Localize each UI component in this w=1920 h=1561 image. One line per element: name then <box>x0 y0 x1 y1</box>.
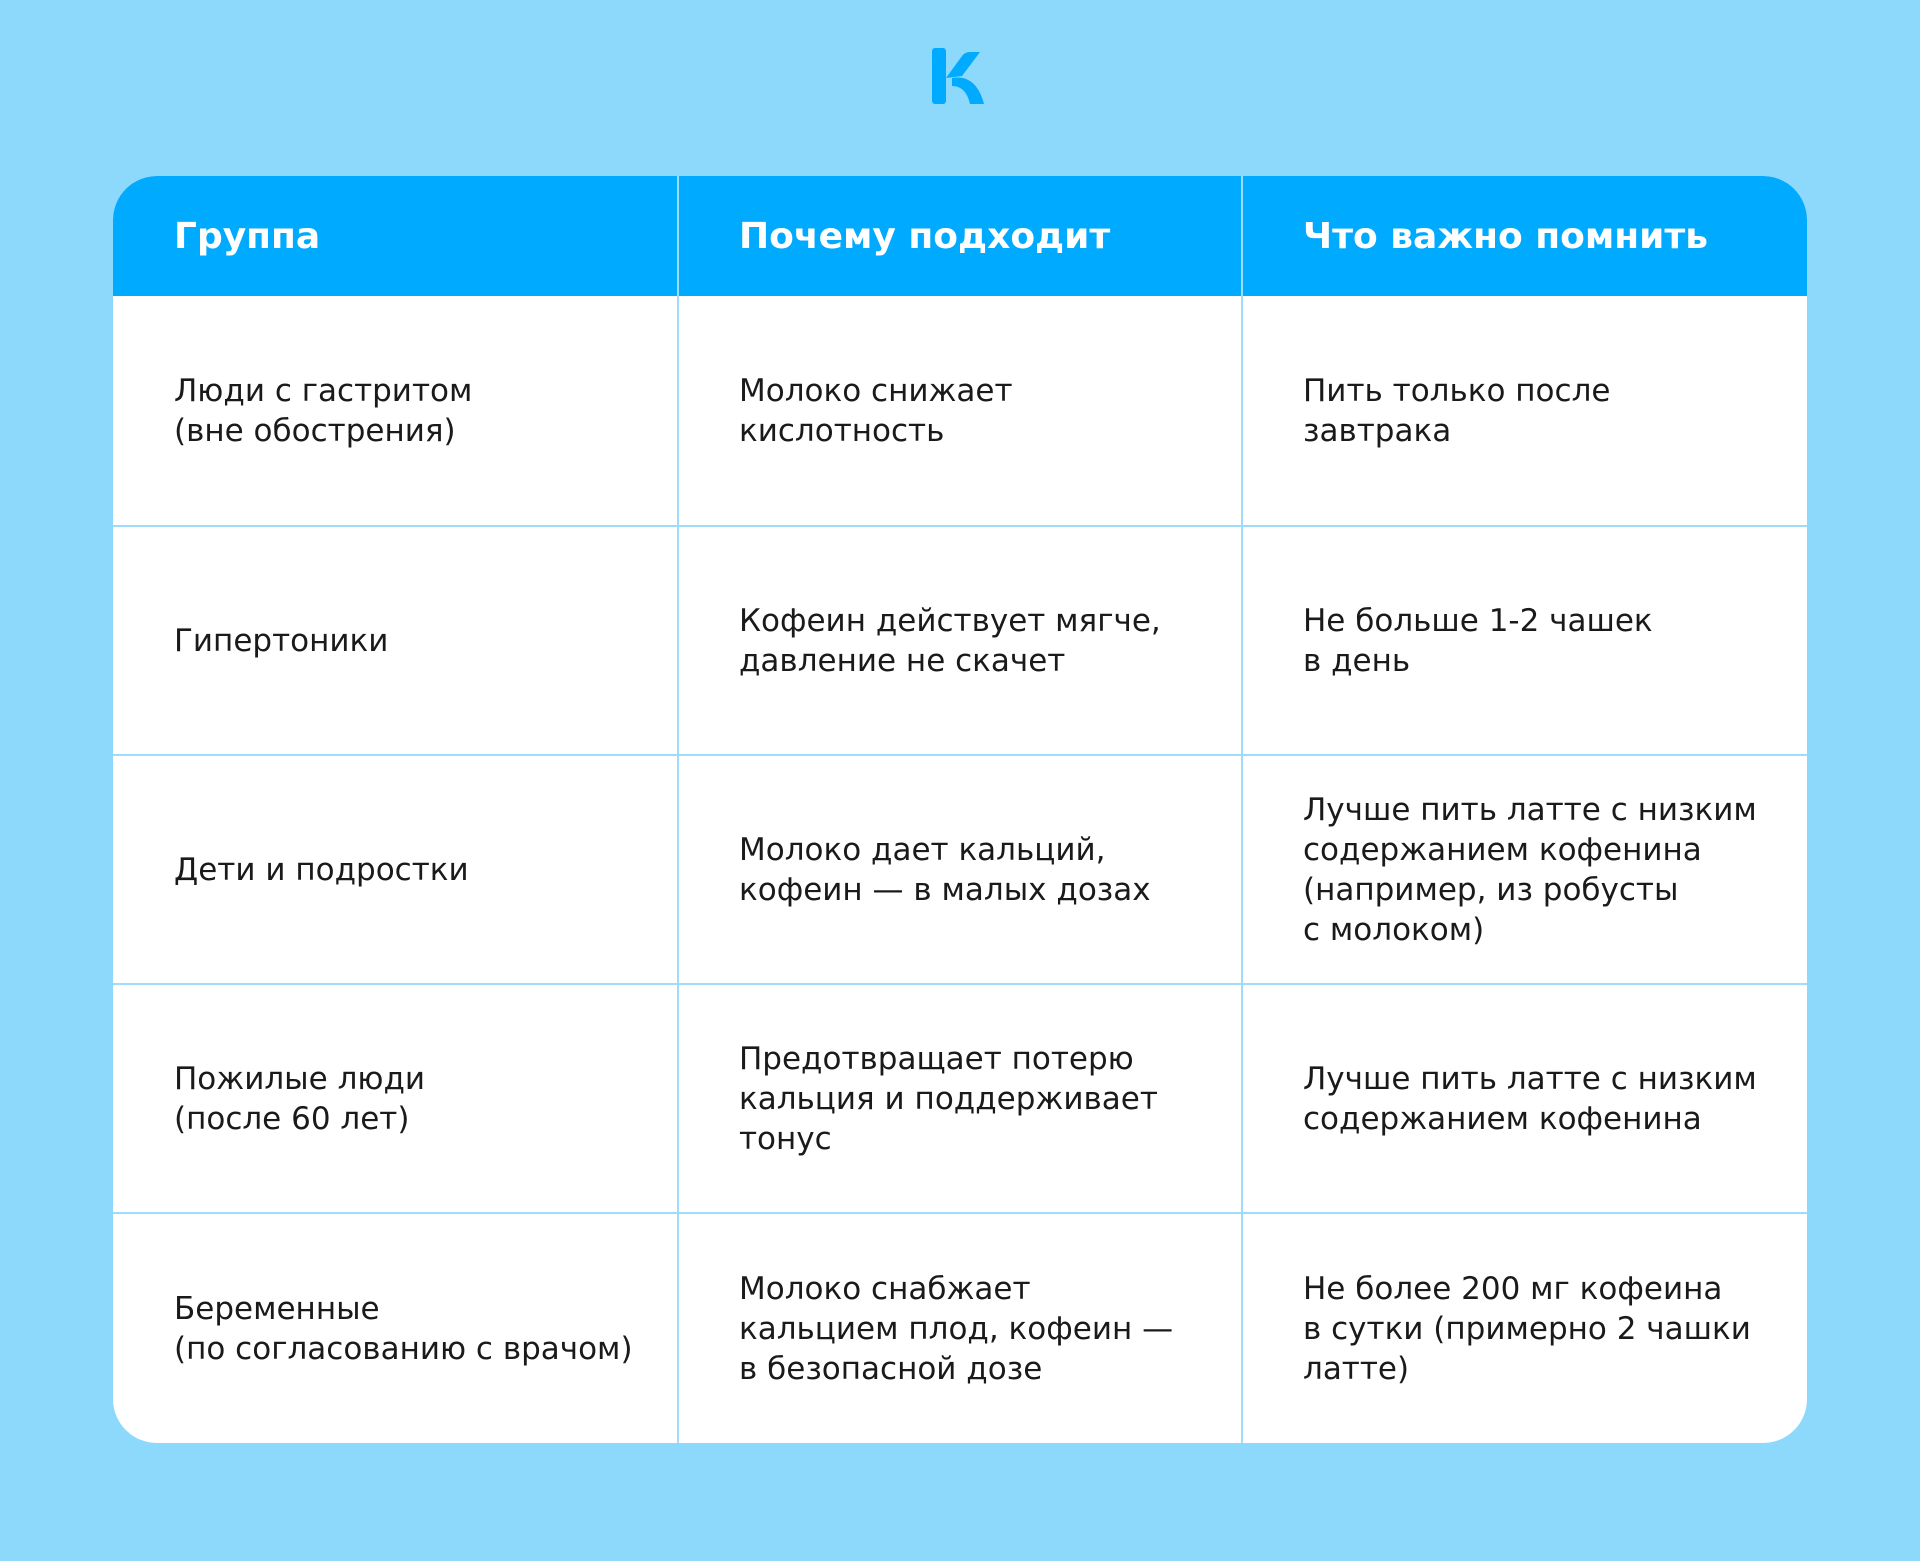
table-header-row <box>113 176 1807 296</box>
comparison-table <box>113 176 1807 1443</box>
cell-group: Беременные (по согласованию с врачом) <box>174 1290 633 1367</box>
cell-why: Молоко снабжает кальцием плод, кофеин — в безопасной дозе <box>739 1270 1174 1387</box>
cell-group: Гипертоники <box>174 622 389 659</box>
header-group: Группа <box>174 215 321 257</box>
header-note: Что важно помнить <box>1303 215 1709 257</box>
cell-note: Не более 200 мг кофеина в сутки (примерно 2 чашки латте) <box>1303 1270 1751 1387</box>
cell-why: Кофеин действует мягче, давление не скачет <box>739 602 1161 679</box>
cell-note: Пить только после завтрака <box>1303 372 1611 449</box>
cell-why: Молоко дает кальций, кофеин — в малых дозах <box>739 831 1151 908</box>
cell-note: Лучше пить латте с низким содержанием кофенина <box>1303 1060 1757 1137</box>
cell-group: Люди с гастритом (вне обострения) <box>174 372 473 449</box>
cell-group: Пожилые люди (после 60 лет) <box>174 1060 426 1137</box>
cell-note: Лучше пить латте с низким содержанием кофенина (например, из робусты с молоком) <box>1303 791 1757 948</box>
cell-why: Молоко снижает кислотность <box>739 372 1013 449</box>
header-why: Почему подходит <box>739 215 1111 257</box>
cell-group: Дети и подростки <box>174 851 469 888</box>
cell-note: Не больше 1-2 чашек в день <box>1303 602 1653 679</box>
cell-why: Предотвращает потерю кальция и поддерживает тонус <box>739 1040 1158 1157</box>
k-logo-icon <box>928 44 992 108</box>
